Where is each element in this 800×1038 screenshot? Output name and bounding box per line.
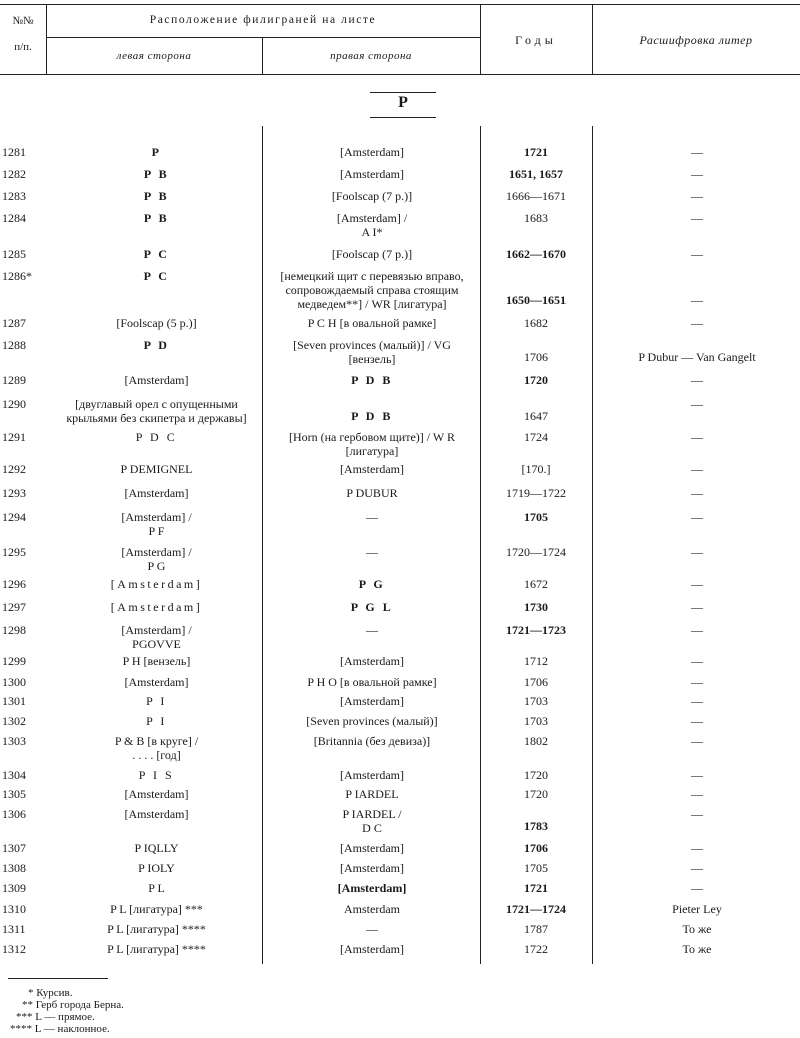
- decoding-cell: —: [691, 675, 703, 689]
- decoding-cell: —: [691, 787, 703, 801]
- header-top-rule: [0, 4, 800, 5]
- year-cell: 1783: [524, 819, 548, 833]
- left-side-cell: [Amsterdam]: [124, 675, 189, 689]
- row-number: 1310: [2, 902, 26, 916]
- right-side-cell-line2: сопровождаемый справа стоящим: [285, 283, 459, 297]
- left-side-cell: [двуглавый орел с опущенными: [75, 397, 238, 411]
- year-cell: 1787: [524, 922, 548, 936]
- decoding-cell: —: [691, 861, 703, 875]
- year-cell: 1666—1671: [506, 189, 566, 203]
- left-side-cell: P B: [143, 211, 170, 225]
- right-side-cell: P C H [в овальной рамке]: [307, 316, 437, 330]
- left-side-cell: P C: [143, 247, 170, 261]
- right-side-cell: [Foolscap (7 p.)]: [331, 247, 413, 261]
- years-header: Годы: [515, 33, 557, 47]
- left-side-cell: P D: [143, 338, 170, 352]
- left-side-cell: P I: [146, 694, 167, 708]
- row-number: 1290: [2, 397, 26, 411]
- row-number: 1297: [2, 600, 26, 614]
- row-number: 1289: [2, 373, 26, 387]
- left-side-cell: P L [лигатура] ****: [107, 922, 206, 936]
- decoding-cell: —: [691, 768, 703, 782]
- num-column-header: [0, 14, 46, 54]
- year-cell: 1705: [524, 861, 548, 875]
- right-side-cell-line3: медведем**] / WR [лигатура]: [297, 297, 447, 311]
- decoding-cell: —: [691, 316, 703, 330]
- row-number: 1302: [2, 714, 26, 728]
- year-cell: 1662—1670: [506, 247, 566, 261]
- row-number: 1291: [2, 430, 26, 444]
- decoding-cell: —: [691, 545, 703, 559]
- left-side-cell: P IQLLY: [134, 841, 179, 855]
- left-side-cell: P L [лигатура] ***: [110, 902, 203, 916]
- left-side-cell: [Amsterdam]: [110, 577, 203, 591]
- right-side-cell-line2: A I*: [361, 225, 383, 239]
- year-cell: 1712: [524, 654, 548, 668]
- decoding-cell: —: [691, 247, 703, 261]
- year-cell: 1719—1722: [506, 486, 566, 500]
- right-side-cell: —: [366, 545, 378, 559]
- decoding-cell: —: [691, 623, 703, 637]
- right-side-cell: [Amsterdam]: [340, 462, 404, 476]
- left-side-cell: [Amsterdam]: [124, 486, 189, 500]
- year-cell: 1721: [524, 145, 548, 159]
- right-side-cell: [Foolscap (7 p.)]: [331, 189, 413, 203]
- right-side-cell: —: [366, 922, 378, 936]
- decoding-cell: —: [691, 714, 703, 728]
- right-side-header: правая сторона: [330, 50, 412, 62]
- row-number: 1305: [2, 787, 26, 801]
- decoding-cell: То же: [682, 942, 712, 956]
- row-number: 1307: [2, 841, 26, 855]
- header-mid-rule: [46, 37, 480, 38]
- year-cell: 1721: [524, 881, 548, 895]
- decoding-cell: —: [691, 600, 703, 614]
- right-side-cell: —: [366, 623, 378, 637]
- right-side-cell: [Amsterdam]: [340, 768, 404, 782]
- left-side-cell: P & B [в круге] /: [114, 734, 199, 748]
- right-side-cell: P H O [в овальной рамке]: [307, 675, 437, 689]
- decoding-cell: —: [691, 577, 703, 591]
- row-number: 1282: [2, 167, 26, 181]
- row-number: 1311: [2, 922, 26, 936]
- placement-header: Расположение филиграней на листе: [149, 14, 377, 26]
- left-side-cell: [Amsterdam] /: [121, 510, 192, 524]
- decoding-header: Расшифровка литер: [639, 33, 753, 47]
- year-cell: 1651, 1657: [509, 167, 563, 181]
- year-cell: 1706: [524, 675, 548, 689]
- row-number: 1312: [2, 942, 26, 956]
- right-side-cell: P G L: [350, 600, 394, 614]
- body-divider: [592, 126, 593, 964]
- left-side-cell: P B: [143, 167, 170, 181]
- right-side-cell: [Horn (на гербовом щите)] / W R: [288, 430, 455, 444]
- right-side-cell: [Seven provinces (малый)] / VG: [293, 338, 451, 352]
- footnote: **** L — наклонное.: [10, 1023, 110, 1035]
- year-cell: 1672: [524, 577, 548, 591]
- left-side-cell: [Amsterdam]: [124, 373, 189, 387]
- year-cell: 1706: [524, 841, 548, 855]
- decoding-cell: —: [691, 807, 703, 821]
- left-side-cell: P L: [148, 881, 165, 895]
- row-number: 1281: [2, 145, 26, 159]
- decoding-cell: —: [691, 293, 703, 307]
- left-side-cell: P I S: [138, 768, 175, 782]
- year-cell: 1682: [524, 316, 548, 330]
- year-cell: 1730: [524, 600, 548, 614]
- row-number: 1309: [2, 881, 26, 895]
- row-number: 1285: [2, 247, 26, 261]
- year-cell: 1802: [524, 734, 548, 748]
- right-side-cell: [Amsterdam]: [340, 145, 404, 159]
- right-side-cell: P IARDEL /: [342, 807, 402, 821]
- right-side-cell: P DUBUR: [346, 486, 398, 500]
- right-side-cell: [Amsterdam]: [340, 654, 404, 668]
- year-cell: 1724: [524, 430, 548, 444]
- left-side-cell: [Foolscap (5 p.)]: [116, 316, 197, 330]
- right-side-cell: [Seven provinces (малый)]: [306, 714, 438, 728]
- decoding-cell: —: [691, 189, 703, 203]
- left-side-cell: [Amsterdam] /: [121, 623, 192, 637]
- decoding-cell: —: [691, 486, 703, 500]
- decoding-cell: —: [691, 841, 703, 855]
- footnote: * Курсив.: [28, 987, 73, 999]
- year-cell: [170.]: [521, 462, 551, 476]
- row-number: 1293: [2, 486, 26, 500]
- right-side-cell: —: [366, 510, 378, 524]
- footnote: *** L — прямое.: [16, 1011, 95, 1023]
- row-number: 1294: [2, 510, 26, 524]
- year-cell: 1722: [524, 942, 548, 956]
- left-side-cell: P: [151, 145, 162, 159]
- row-number: 1296: [2, 577, 26, 591]
- right-side-cell: [Amsterdam]: [340, 841, 404, 855]
- num-header-bottom: п/п.: [14, 41, 32, 53]
- year-cell: 1647: [524, 409, 548, 423]
- num-header-top: №№: [12, 15, 34, 27]
- left-side-cell-line2: крыльями без скипетра и державы]: [66, 411, 247, 425]
- decoding-cell: —: [691, 462, 703, 476]
- year-cell: 1721—1723: [506, 623, 566, 637]
- right-side-cell: [Britannia (без девиза)]: [313, 734, 431, 748]
- right-side-cell: [Amsterdam]: [340, 694, 404, 708]
- decoding-cell: —: [691, 734, 703, 748]
- year-cell: 1720: [524, 787, 548, 801]
- decoding-cell: —: [691, 694, 703, 708]
- row-number: 1286*: [2, 269, 32, 283]
- section-letter: P: [398, 94, 408, 111]
- row-number: 1295: [2, 545, 26, 559]
- right-side-cell: [Amsterdam]: [340, 942, 404, 956]
- right-side-cell: P G: [358, 577, 386, 591]
- right-side-cell: [Amsterdam]: [340, 167, 404, 181]
- row-number: 1292: [2, 462, 26, 476]
- left-side-cell: P D C: [135, 430, 178, 444]
- year-cell: 1721—1724: [506, 902, 566, 916]
- decoding-cell: —: [691, 373, 703, 387]
- footnote: ** Герб города Берна.: [22, 999, 124, 1011]
- right-side-cell-line2: D C: [362, 821, 382, 835]
- right-side-cell: [Amsterdam]: [337, 881, 407, 895]
- decoding-cell: То же: [682, 922, 712, 936]
- decoding-cell: P Dubur — Van Gangelt: [638, 350, 756, 364]
- decoding-cell: Pieter Ley: [672, 902, 722, 916]
- year-cell: 1720—1724: [506, 545, 566, 559]
- decoding-cell: —: [691, 145, 703, 159]
- left-side-cell: P C: [143, 269, 170, 283]
- year-cell: 1650—1651: [506, 293, 566, 307]
- decoding-cell: —: [691, 397, 703, 411]
- right-side-cell-line2: [вензель]: [348, 352, 396, 366]
- left-side-cell: [Amsterdam]: [124, 787, 189, 801]
- left-side-cell-line2: P G: [147, 559, 166, 573]
- left-side-cell-line2: P F: [148, 524, 165, 538]
- decoding-cell: —: [691, 430, 703, 444]
- left-side-cell: [Amsterdam] /: [121, 545, 192, 559]
- row-number: 1288: [2, 338, 26, 352]
- right-side-cell: [немецкий щит с перевязью вправо,: [280, 269, 464, 283]
- year-cell: 1706: [524, 350, 548, 364]
- left-side-cell: P DEMIGNEL: [120, 462, 193, 476]
- left-side-cell: P IOLY: [138, 861, 175, 875]
- decoding-cell: —: [691, 881, 703, 895]
- footnote-rule: [8, 978, 108, 979]
- section-rule-top: [370, 92, 436, 93]
- row-number: 1287: [2, 316, 26, 330]
- right-side-cell: P D B: [351, 373, 393, 387]
- year-cell: 1703: [524, 714, 548, 728]
- decoding-cell: —: [691, 167, 703, 181]
- row-number: 1303: [2, 734, 26, 748]
- left-side-cell-line2: PGOVVE: [132, 637, 181, 651]
- decoding-cell: —: [691, 654, 703, 668]
- section-rule-bottom: [370, 117, 436, 118]
- body-divider: [480, 126, 481, 964]
- right-side-cell: [Amsterdam]: [340, 861, 404, 875]
- left-side-cell: P I: [146, 714, 167, 728]
- left-side-header: левая сторона: [116, 50, 192, 62]
- right-side-cell: [Amsterdam] /: [336, 211, 408, 225]
- year-cell: 1720: [524, 768, 548, 782]
- year-cell: 1705: [524, 510, 548, 524]
- year-cell: 1703: [524, 694, 548, 708]
- right-side-cell: Amsterdam: [344, 902, 400, 916]
- decoding-cell: —: [691, 510, 703, 524]
- row-number: 1308: [2, 861, 26, 875]
- row-number: 1304: [2, 768, 26, 782]
- row-number: 1301: [2, 694, 26, 708]
- left-side-cell: [Amsterdam]: [124, 807, 189, 821]
- left-side-cell: [Amsterdam]: [110, 600, 203, 614]
- right-side-cell: P IARDEL: [345, 787, 399, 801]
- right-side-cell-line2: [лигатура]: [345, 444, 399, 458]
- row-number: 1306: [2, 807, 26, 821]
- header-bottom-rule: [0, 74, 800, 75]
- year-cell: 1720: [524, 373, 548, 387]
- row-number: 1298: [2, 623, 26, 637]
- left-side-cell: P L [лигатура] ****: [107, 942, 206, 956]
- left-side-cell-line2: . . . . [год]: [132, 748, 181, 762]
- row-number: 1299: [2, 654, 26, 668]
- row-number: 1300: [2, 675, 26, 689]
- right-side-cell: P D B: [351, 409, 393, 423]
- year-cell: 1683: [524, 211, 548, 225]
- row-number: 1284: [2, 211, 26, 225]
- left-side-cell: P B: [143, 189, 170, 203]
- row-number: 1283: [2, 189, 26, 203]
- decoding-cell: —: [691, 211, 703, 225]
- left-side-cell: P H [вензель]: [122, 654, 191, 668]
